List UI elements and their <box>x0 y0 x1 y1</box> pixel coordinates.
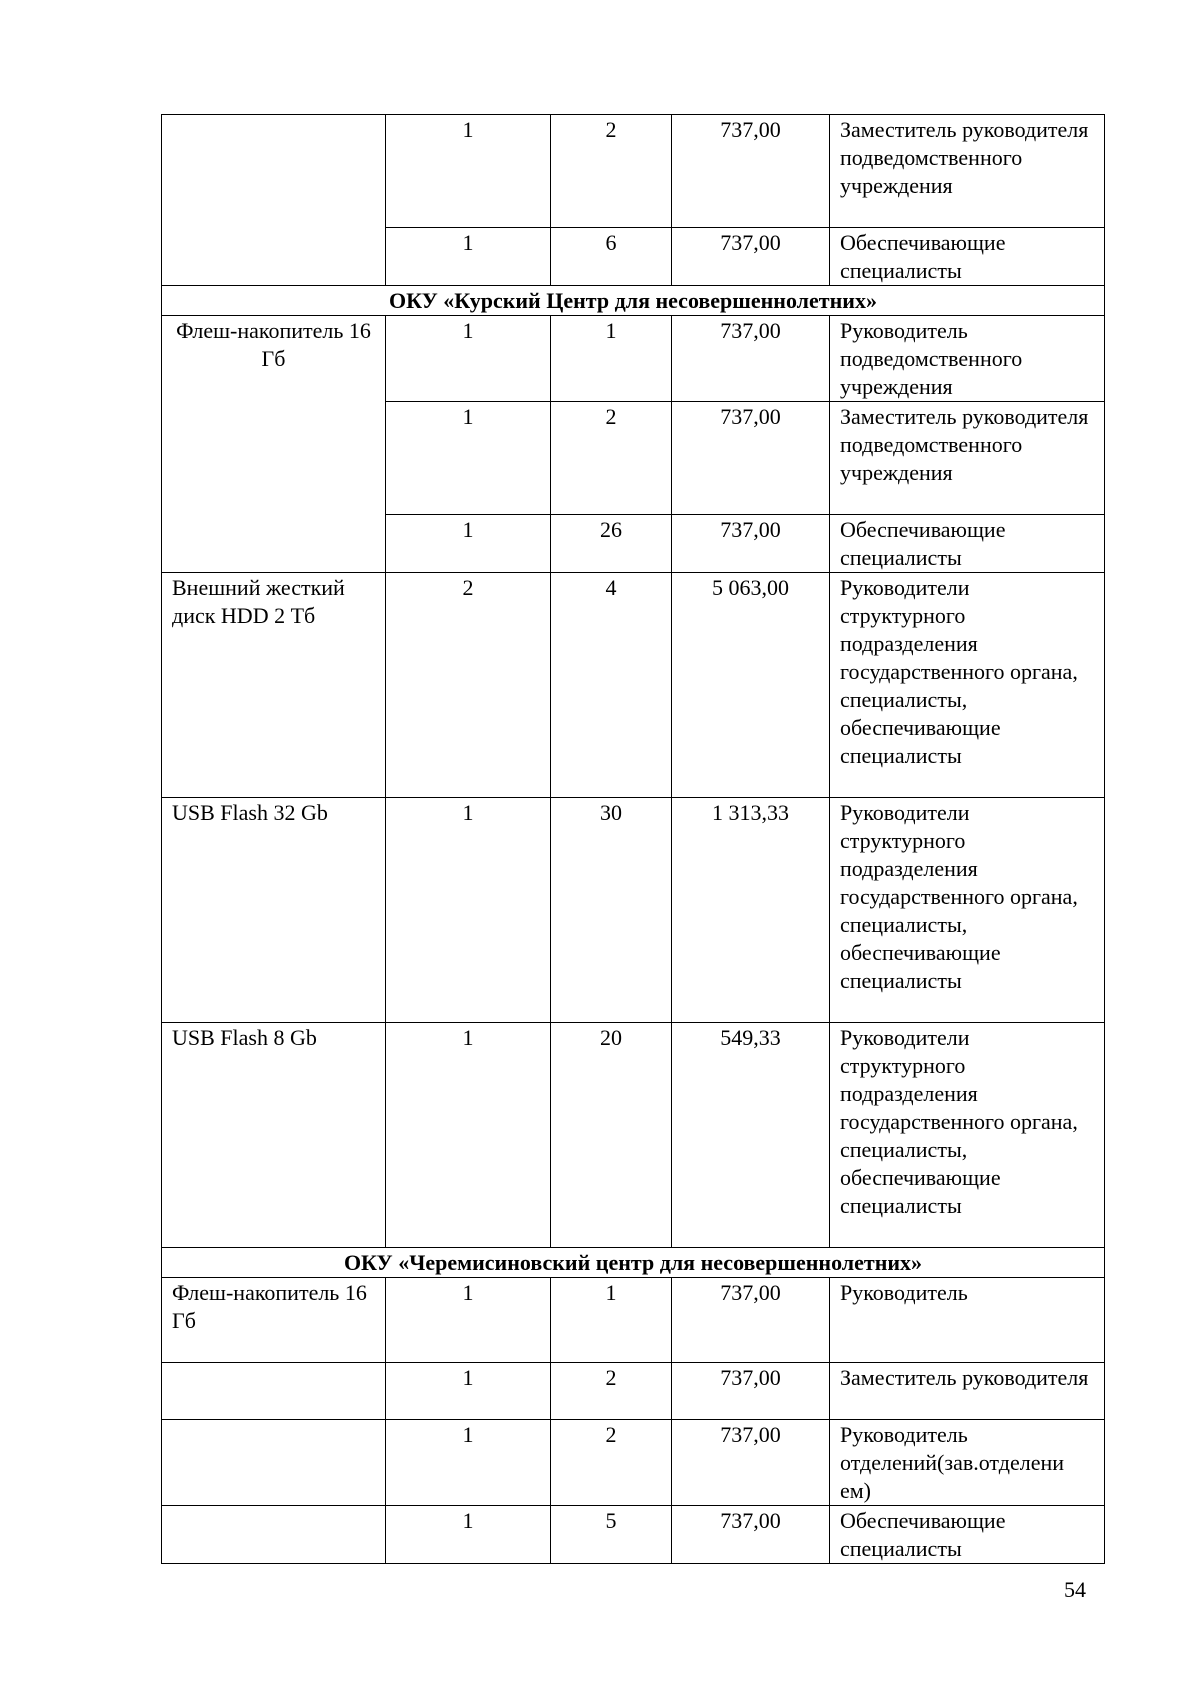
table-row <box>162 1278 1105 1363</box>
count-cell: 26 <box>551 515 672 573</box>
qty-cell: 1 <box>386 1278 551 1363</box>
count-cell: 1 <box>551 316 672 402</box>
table-row <box>162 1363 1105 1420</box>
position-cell: Руководитель <box>830 1278 1105 1363</box>
position-cell: Заместитель руководителя подведомственного учреждения <box>830 115 1105 228</box>
count-cell: 2 <box>551 402 672 515</box>
item-name-cell: USB Flash 8 Gb <box>162 1023 386 1248</box>
qty-cell: 1 <box>386 316 551 402</box>
position-cell: Заместитель руководителя <box>830 1363 1105 1420</box>
table-row <box>162 1023 1105 1248</box>
item-name-cell <box>162 1363 386 1420</box>
table-row <box>162 1420 1105 1506</box>
count-cell: 4 <box>551 573 672 798</box>
table-row <box>162 316 1105 402</box>
qty-cell: 1 <box>386 115 551 228</box>
table-row <box>162 115 1105 228</box>
position-cell: Обеспечивающие специалисты <box>830 515 1105 573</box>
section-row <box>162 1248 1105 1278</box>
price-cell: 1 313,33 <box>672 798 830 1023</box>
qty-cell: 1 <box>386 515 551 573</box>
section-row <box>162 286 1105 316</box>
section-title: ОКУ «Курский Центр для несовершеннолетних» <box>162 286 1105 316</box>
item-name-cell <box>162 1506 386 1564</box>
item-name-cell <box>162 115 386 286</box>
qty-cell: 1 <box>386 402 551 515</box>
qty-cell: 1 <box>386 1420 551 1506</box>
qty-cell: 2 <box>386 573 551 798</box>
price-cell: 737,00 <box>672 115 830 228</box>
price-cell: 737,00 <box>672 1363 830 1420</box>
item-name-cell: Флеш-накопитель 16 Гб <box>162 1278 386 1363</box>
count-cell: 2 <box>551 1363 672 1420</box>
qty-cell: 1 <box>386 228 551 286</box>
count-cell: 30 <box>551 798 672 1023</box>
position-cell: Заместитель руководителя подведомственного учреждения <box>830 402 1105 515</box>
price-cell: 737,00 <box>672 1420 830 1506</box>
section-title: ОКУ «Черемисиновский центр для несовершеннолетних» <box>162 1248 1105 1278</box>
table-row <box>162 573 1105 798</box>
count-cell: 20 <box>551 1023 672 1248</box>
position-cell: Руководитель отделений(зав.отделени ем) <box>830 1420 1105 1506</box>
table-row <box>162 1506 1105 1564</box>
count-cell: 5 <box>551 1506 672 1564</box>
qty-cell: 1 <box>386 1363 551 1420</box>
position-cell: Руководитель подведомственного учреждения <box>830 316 1105 402</box>
price-cell: 737,00 <box>672 1506 830 1564</box>
price-cell: 5 063,00 <box>672 573 830 798</box>
price-cell: 737,00 <box>672 1278 830 1363</box>
item-name-cell <box>162 1420 386 1506</box>
item-name-cell: Внешний жесткий диск HDD 2 Тб <box>162 573 386 798</box>
page-number: 54 <box>1064 1577 1086 1602</box>
price-cell: 737,00 <box>672 228 830 286</box>
price-cell: 549,33 <box>672 1023 830 1248</box>
item-name-cell: USB Flash 32 Gb <box>162 798 386 1023</box>
table-row <box>162 798 1105 1023</box>
qty-cell: 1 <box>386 1506 551 1564</box>
price-cell: 737,00 <box>672 402 830 515</box>
count-cell: 2 <box>551 115 672 228</box>
count-cell: 2 <box>551 1420 672 1506</box>
item-name-cell: Флеш-накопитель 16 Гб <box>162 316 386 573</box>
position-cell: Руководители структурного подразделения государственного органа, специалисты, обеспечивающие специалисты <box>830 798 1105 1023</box>
count-cell: 1 <box>551 1278 672 1363</box>
qty-cell: 1 <box>386 798 551 1023</box>
count-cell: 6 <box>551 228 672 286</box>
price-cell: 737,00 <box>672 515 830 573</box>
position-cell: Обеспечивающие специалисты <box>830 228 1105 286</box>
position-cell: Руководители структурного подразделения государственного органа, специалисты, обеспечивающие специалисты <box>830 573 1105 798</box>
procurement-table <box>161 114 1105 1564</box>
qty-cell: 1 <box>386 1023 551 1248</box>
position-cell: Обеспечивающие специалисты <box>830 1506 1105 1564</box>
position-cell: Руководители структурного подразделения государственного органа, специалисты, обеспечивающие специалисты <box>830 1023 1105 1248</box>
price-cell: 737,00 <box>672 316 830 402</box>
